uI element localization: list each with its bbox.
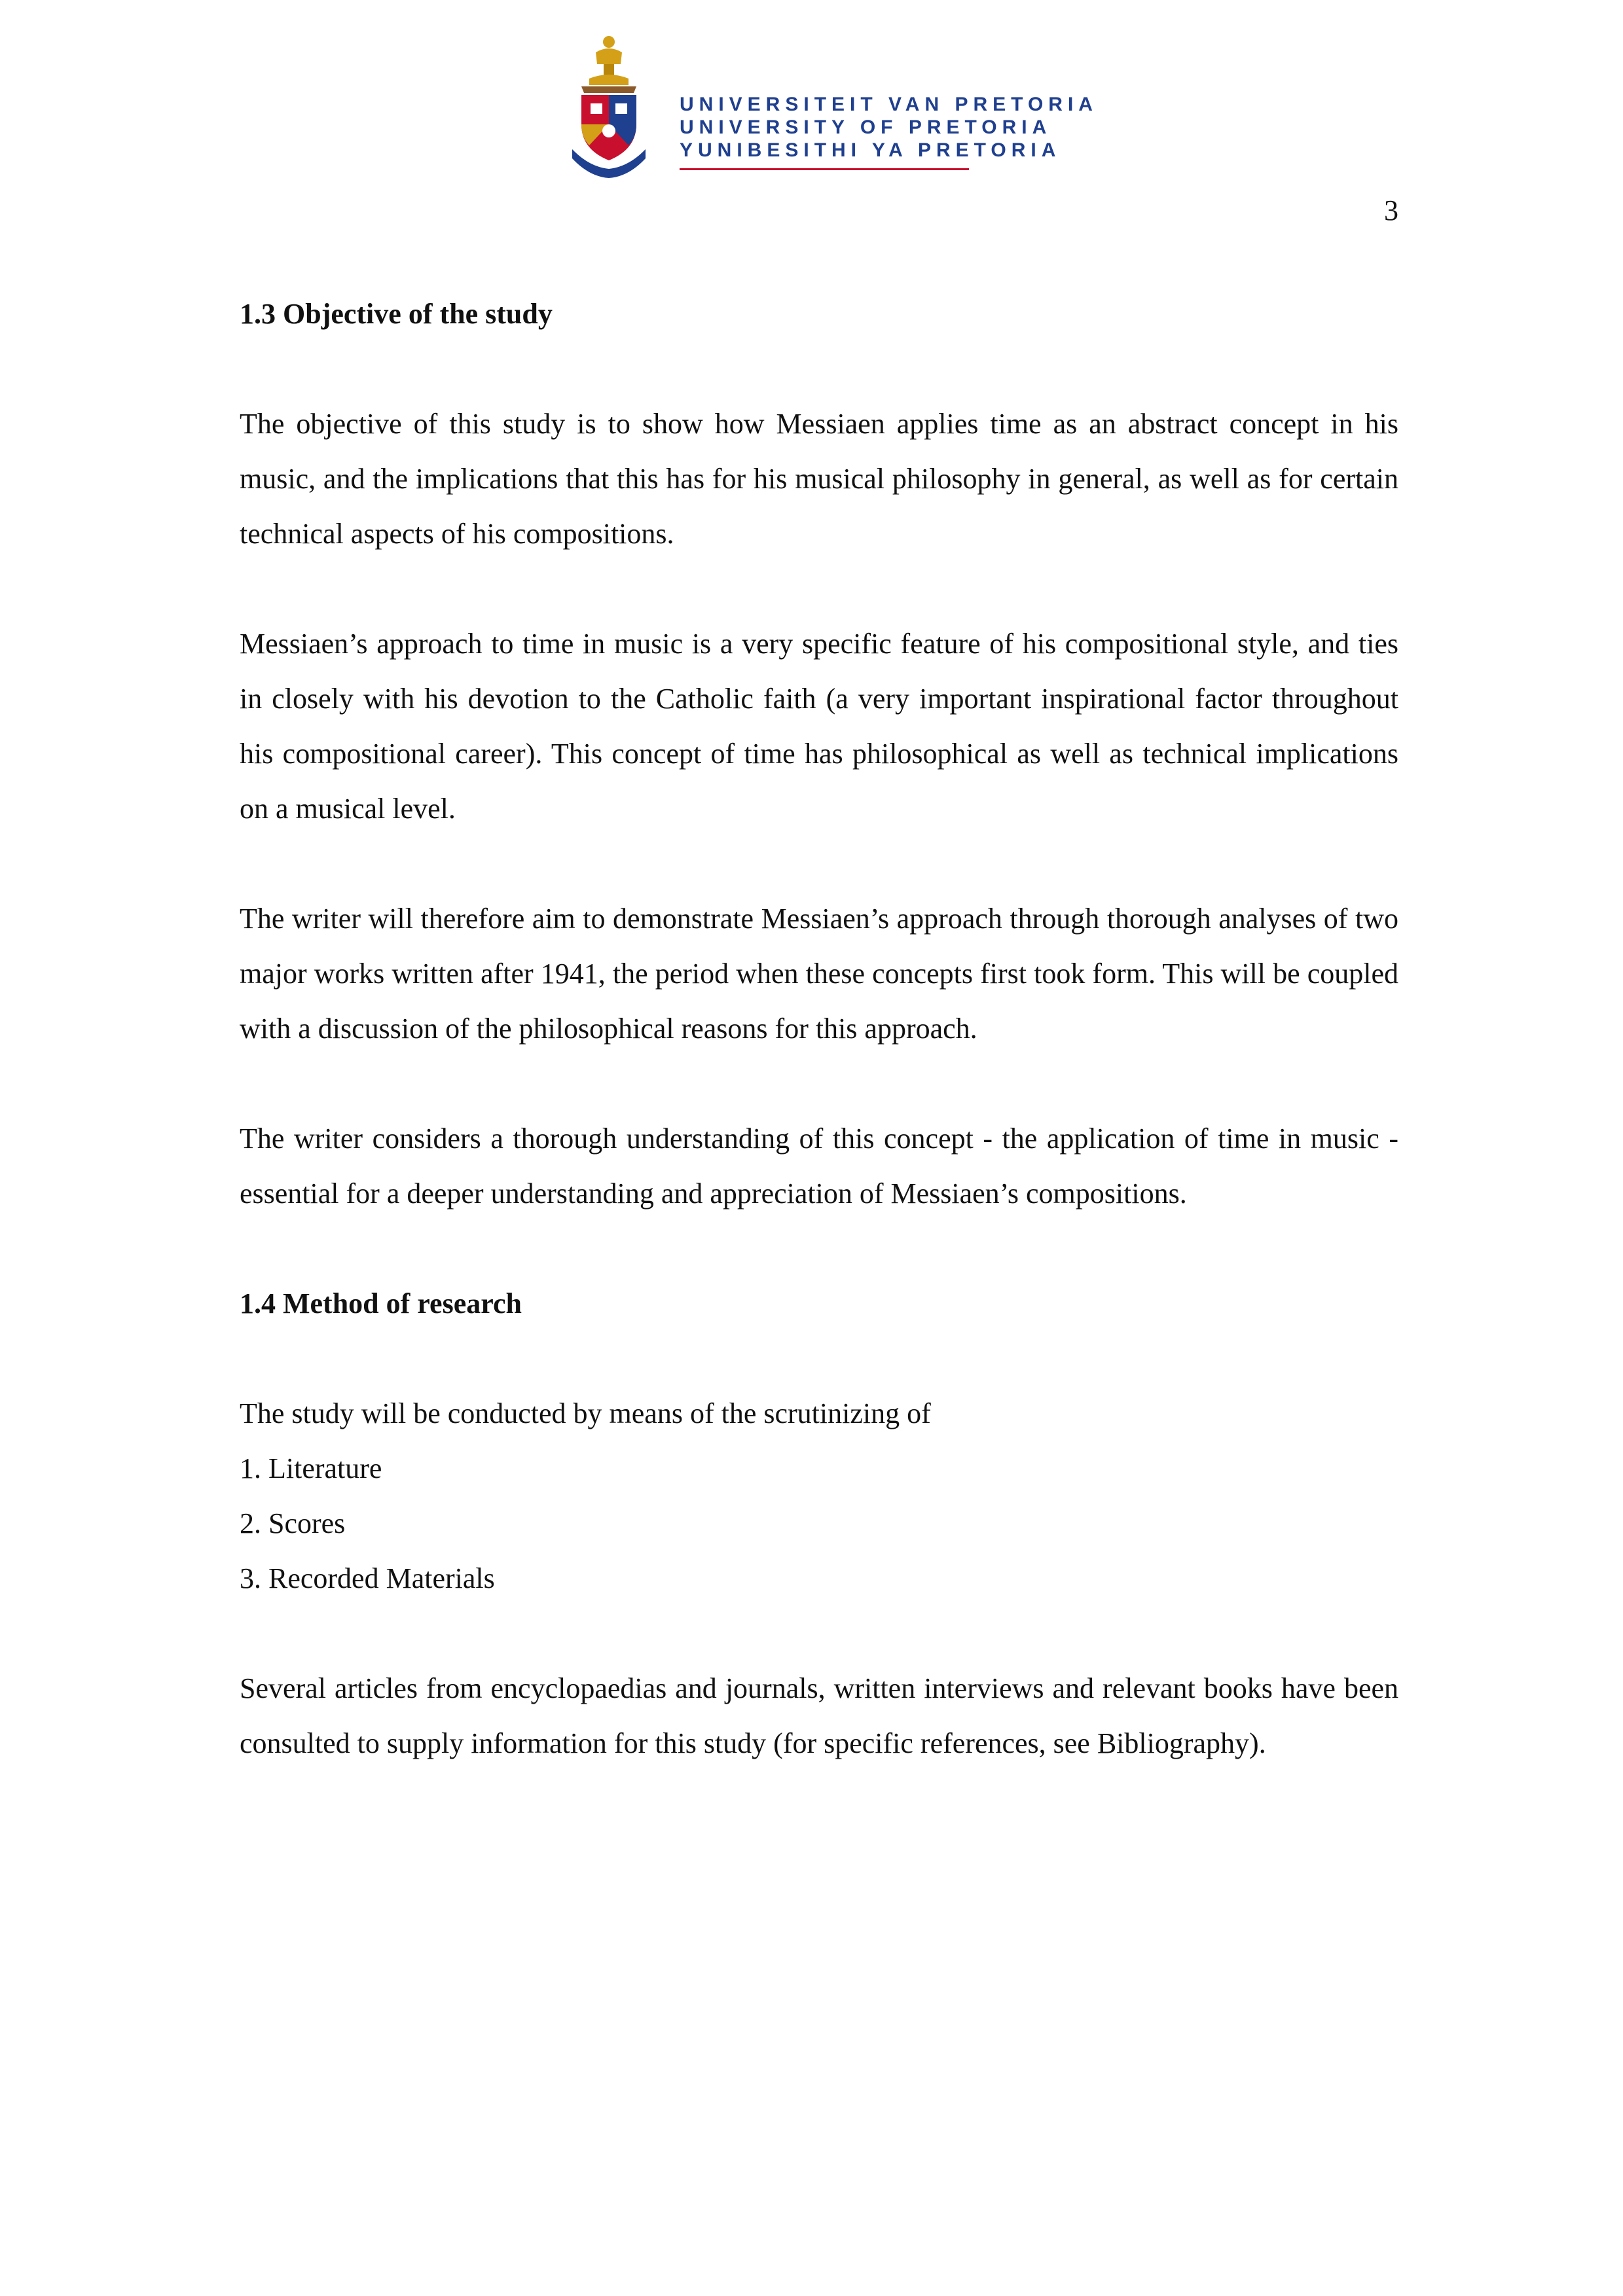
university-crest-icon bbox=[570, 33, 648, 180]
list-item: 3. Recorded Materials bbox=[240, 1562, 495, 1594]
university-name-afrikaans: UNIVERSITEIT VAN PRETORIA bbox=[680, 94, 1098, 115]
header-rule bbox=[680, 168, 969, 170]
university-header bbox=[570, 33, 1098, 183]
paragraph-sources: Several articles from encyclopaedias and journals, written interviews and relevant books have been consulted to supply information for this study (for specific references, see Bibliography). bbox=[240, 1672, 1398, 1759]
paragraph-objective: The objective of this study is to show how Messiaen applies time as an abstract concept in his music, and the implications that this has for his musical philosophy in general, as well as for certain technical aspects of his compositions. bbox=[240, 408, 1398, 550]
paragraph-approach: Messiaen’s approach to time in music is a very specific feature of his compositional style, and ties in closely with his devotion to the Catholic faith (a very important inspirational factor throughout his compositional career). This concept of time has philosophical as well as technical implications on a musical level. bbox=[240, 628, 1398, 825]
document-body bbox=[240, 287, 1398, 1771]
list-item: 1. Literature bbox=[240, 1452, 382, 1484]
section-heading-objective: 1.3 Objective of the study bbox=[240, 298, 553, 330]
method-list bbox=[240, 1441, 1398, 1606]
paragraph-understanding: The writer considers a thorough understanding of this concept - the application of time in music - essential for a deeper understanding and appreciation of Messiaen’s compositions. bbox=[240, 1122, 1398, 1210]
list-item: 2. Scores bbox=[240, 1507, 346, 1539]
paragraph-method-intro: The study will be conducted by means of the scrutinizing of bbox=[240, 1397, 931, 1429]
paragraph-demonstration: The writer will therefore aim to demonstrate Messiaen’s approach through thorough analyses of two major works written after 1941, the period when these concepts first took form. This will be coupled with a discussion of the philosophical reasons for this approach. bbox=[240, 903, 1398, 1045]
university-name-english: UNIVERSITY OF PRETORIA bbox=[680, 117, 1052, 138]
section-heading-method: 1.4 Method of research bbox=[240, 1287, 522, 1319]
university-names bbox=[680, 93, 1098, 162]
page-number: 3 bbox=[1384, 194, 1398, 226]
university-name-sepedi: YUNIBESITHI YA PRETORIA bbox=[680, 139, 1061, 161]
